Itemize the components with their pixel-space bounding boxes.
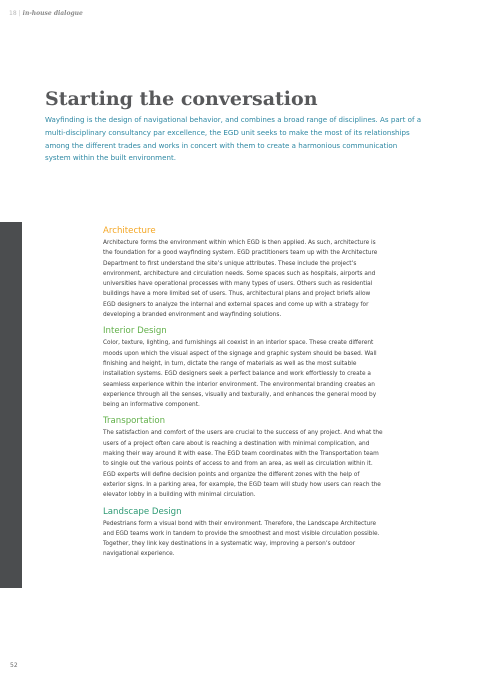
section-body-transportation: The satisfaction and comfort of the users are crucial to the success of any project. And what the users of a project often care about is reaching a destination with minimal complication, and making their way around it with ease. The EGD team coordinates with the Transportation team to single out the various points of access to and from an area, as well as circulation within it. EGD experts will define decision points and organize the different zones with the help of exterior signs. In a parking area, for example, the EGD team will study how users can reach the elevator lobby in a building with minimal circulation.: [103, 430, 383, 499]
section-heading-interior-design: Interior Design: [103, 326, 167, 337]
section-heading-landscape-design: Landscape Design: [103, 506, 182, 517]
section-heading-architecture: Architecture: [103, 226, 156, 236]
section-body-landscape-design: Pedestrians form a visual bond with their environment. Therefore, the Landscape Architecture and EGD teams work in tandem to provide the smoothest and most visible circulation possible. Together, they link key destinations in a systematic way, improving a person’s outdoor navigational experience.: [103, 520, 380, 558]
running-header: [9, 10, 83, 17]
article-body: [103, 224, 383, 564]
section-interior-design: [103, 324, 383, 410]
intro-paragraph: Wayfinding is the design of navigational behavior, and combines a broad range of disciplines. As part of a multi-disciplinary consultancy par excellence, the EGD unit seeks to make the most of its relationships among the different trades and works in concert with them to create a harmonious communication system within the built environment.: [45, 115, 422, 163]
section-architecture: [103, 224, 383, 320]
section-body-architecture: Architecture forms the environment within which EGD is then applied. As such, architecture is the foundation for a good wayfinding system. EGD practitioners team up with the Architecture Department to first understand the site’s unique attributes. These include the project’s environment, architecture and circulation needs. Some spaces such as hospitals, airports and universities have operational processes with many types of users. Others such as residential buildings have a more limited set of users. Thus, architectural plans and project briefs allow EGD designers to analyze the internal and external spaces and come up with a strategy for developing a branded environment and wayfinding solutions.: [103, 240, 378, 319]
section-body-interior-design: Color, texture, lighting, and furnishings all coexist in an interior space. These create different moods upon which the visual aspect of the signage and graphic system should be based. Wall finishing and height, in turn, dictate the range of materials as well as the most suitable installation systems. EGD designers seek a perfect balance and work effortlessly to create a seamless experience within the interior environment. The environmental branding creates an experience through all the senses, visually and texturally, and enhances the general mood by being an informative component.: [103, 340, 377, 409]
section-heading-transportation: Transportation: [103, 416, 166, 427]
side-accent-bar: [0, 222, 22, 588]
issue-number: 18: [9, 10, 17, 17]
header-separator: |: [18, 10, 21, 17]
section-transportation: [103, 414, 383, 500]
page-number: 52: [10, 662, 18, 669]
page-title: Starting the conversation: [45, 88, 318, 110]
section-landscape-design: [103, 505, 383, 560]
section-name: in-house dialogue: [22, 10, 83, 17]
